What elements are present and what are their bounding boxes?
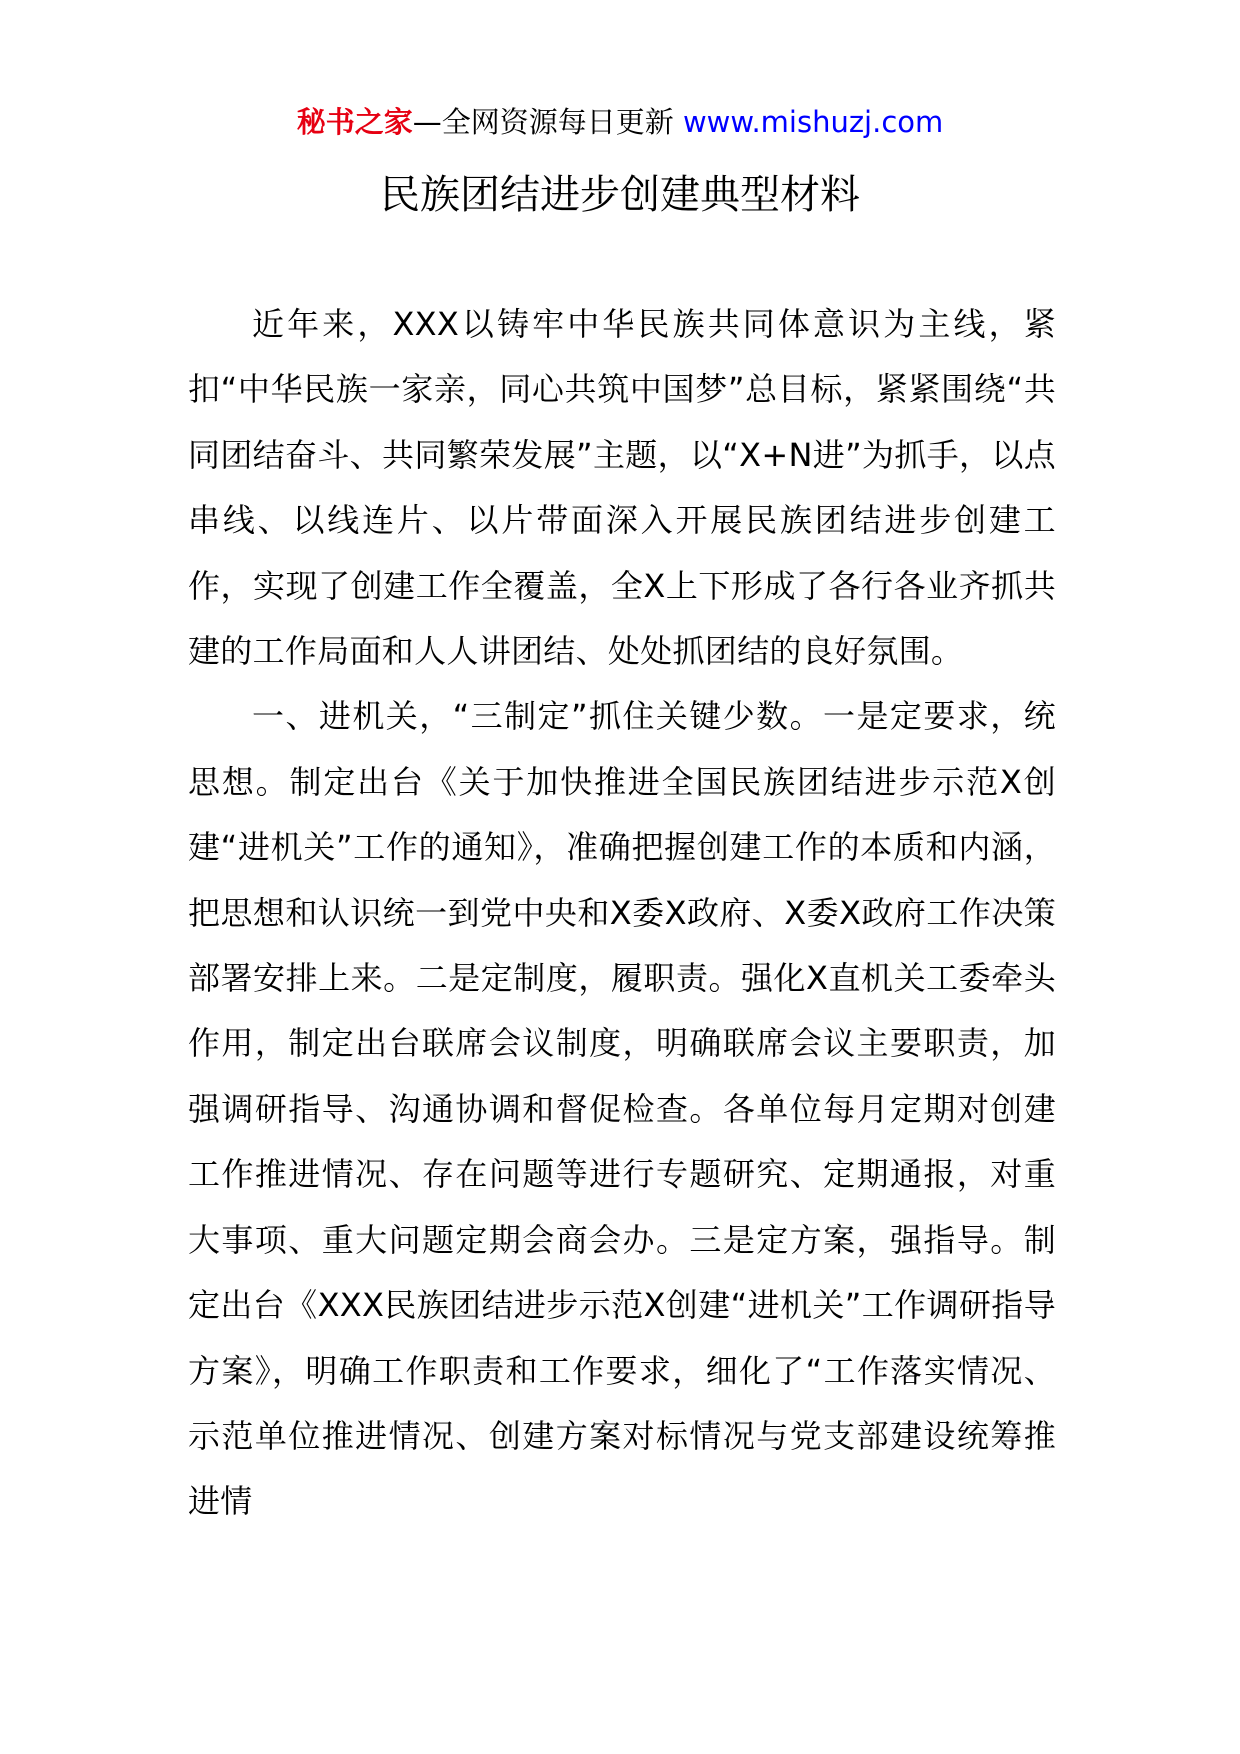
document-title: 民族团结进步创建典型材料 (380, 172, 860, 218)
paragraph-intro: 近年来，XXX以铸牢中华民族共同体意识为主线，紧扣“中华民族一家亲，同心共筑中国梦”总目标，紧紧围绕“共同团结奋斗、共同繁荣发展”主题，以“X+N进”为抓手，以点串线、以线连片、以片带面深入开展民族团结进步创建工作，实现了创建工作全覆盖，全X上下形成了各行各业齐抓共建的工作局面和人人讲团结、处处抓团结的良好氛围。 (188, 305, 1056, 671)
paragraph-section-one: 一、进机关，“三制定”抓住关键少数。一是定要求，统思想。制定出台《关于加快推进全国民族团结进步示范X创建“进机关”工作的通知》，准确把握创建工作的本质和内涵，把思想和认识统一到党中央和X委X政府、X委X政府工作决策部署安排上来。二是定制度，履职责。强化X直机关工委牵头作用，制定出台联席会议制度，明确联席会议主要职责，加强调研指导、沟通协调和督促检查。各单位每月定期对创建工作推进情况、存在问题等进行专题研究、定期通报，对重大事项、重大问题定期会商会办。三是定方案，强指导。制定出台《XXX民族团结进步示范X创建“进机关”工作调研指导方案》，明确工作职责和工作要求，细化了“工作落实情况、示范单位推进情况、创建方案对标情况与党支部建设统筹推进情 (188, 697, 1056, 1521)
document-body (188, 292, 1056, 1535)
site-brand: 秘书之家 (296, 105, 413, 139)
site-tagline: —全网资源每日更新 (412, 105, 674, 139)
site-url-link[interactable]: www.mishuzj.com (682, 105, 944, 139)
site-header (0, 100, 1240, 144)
